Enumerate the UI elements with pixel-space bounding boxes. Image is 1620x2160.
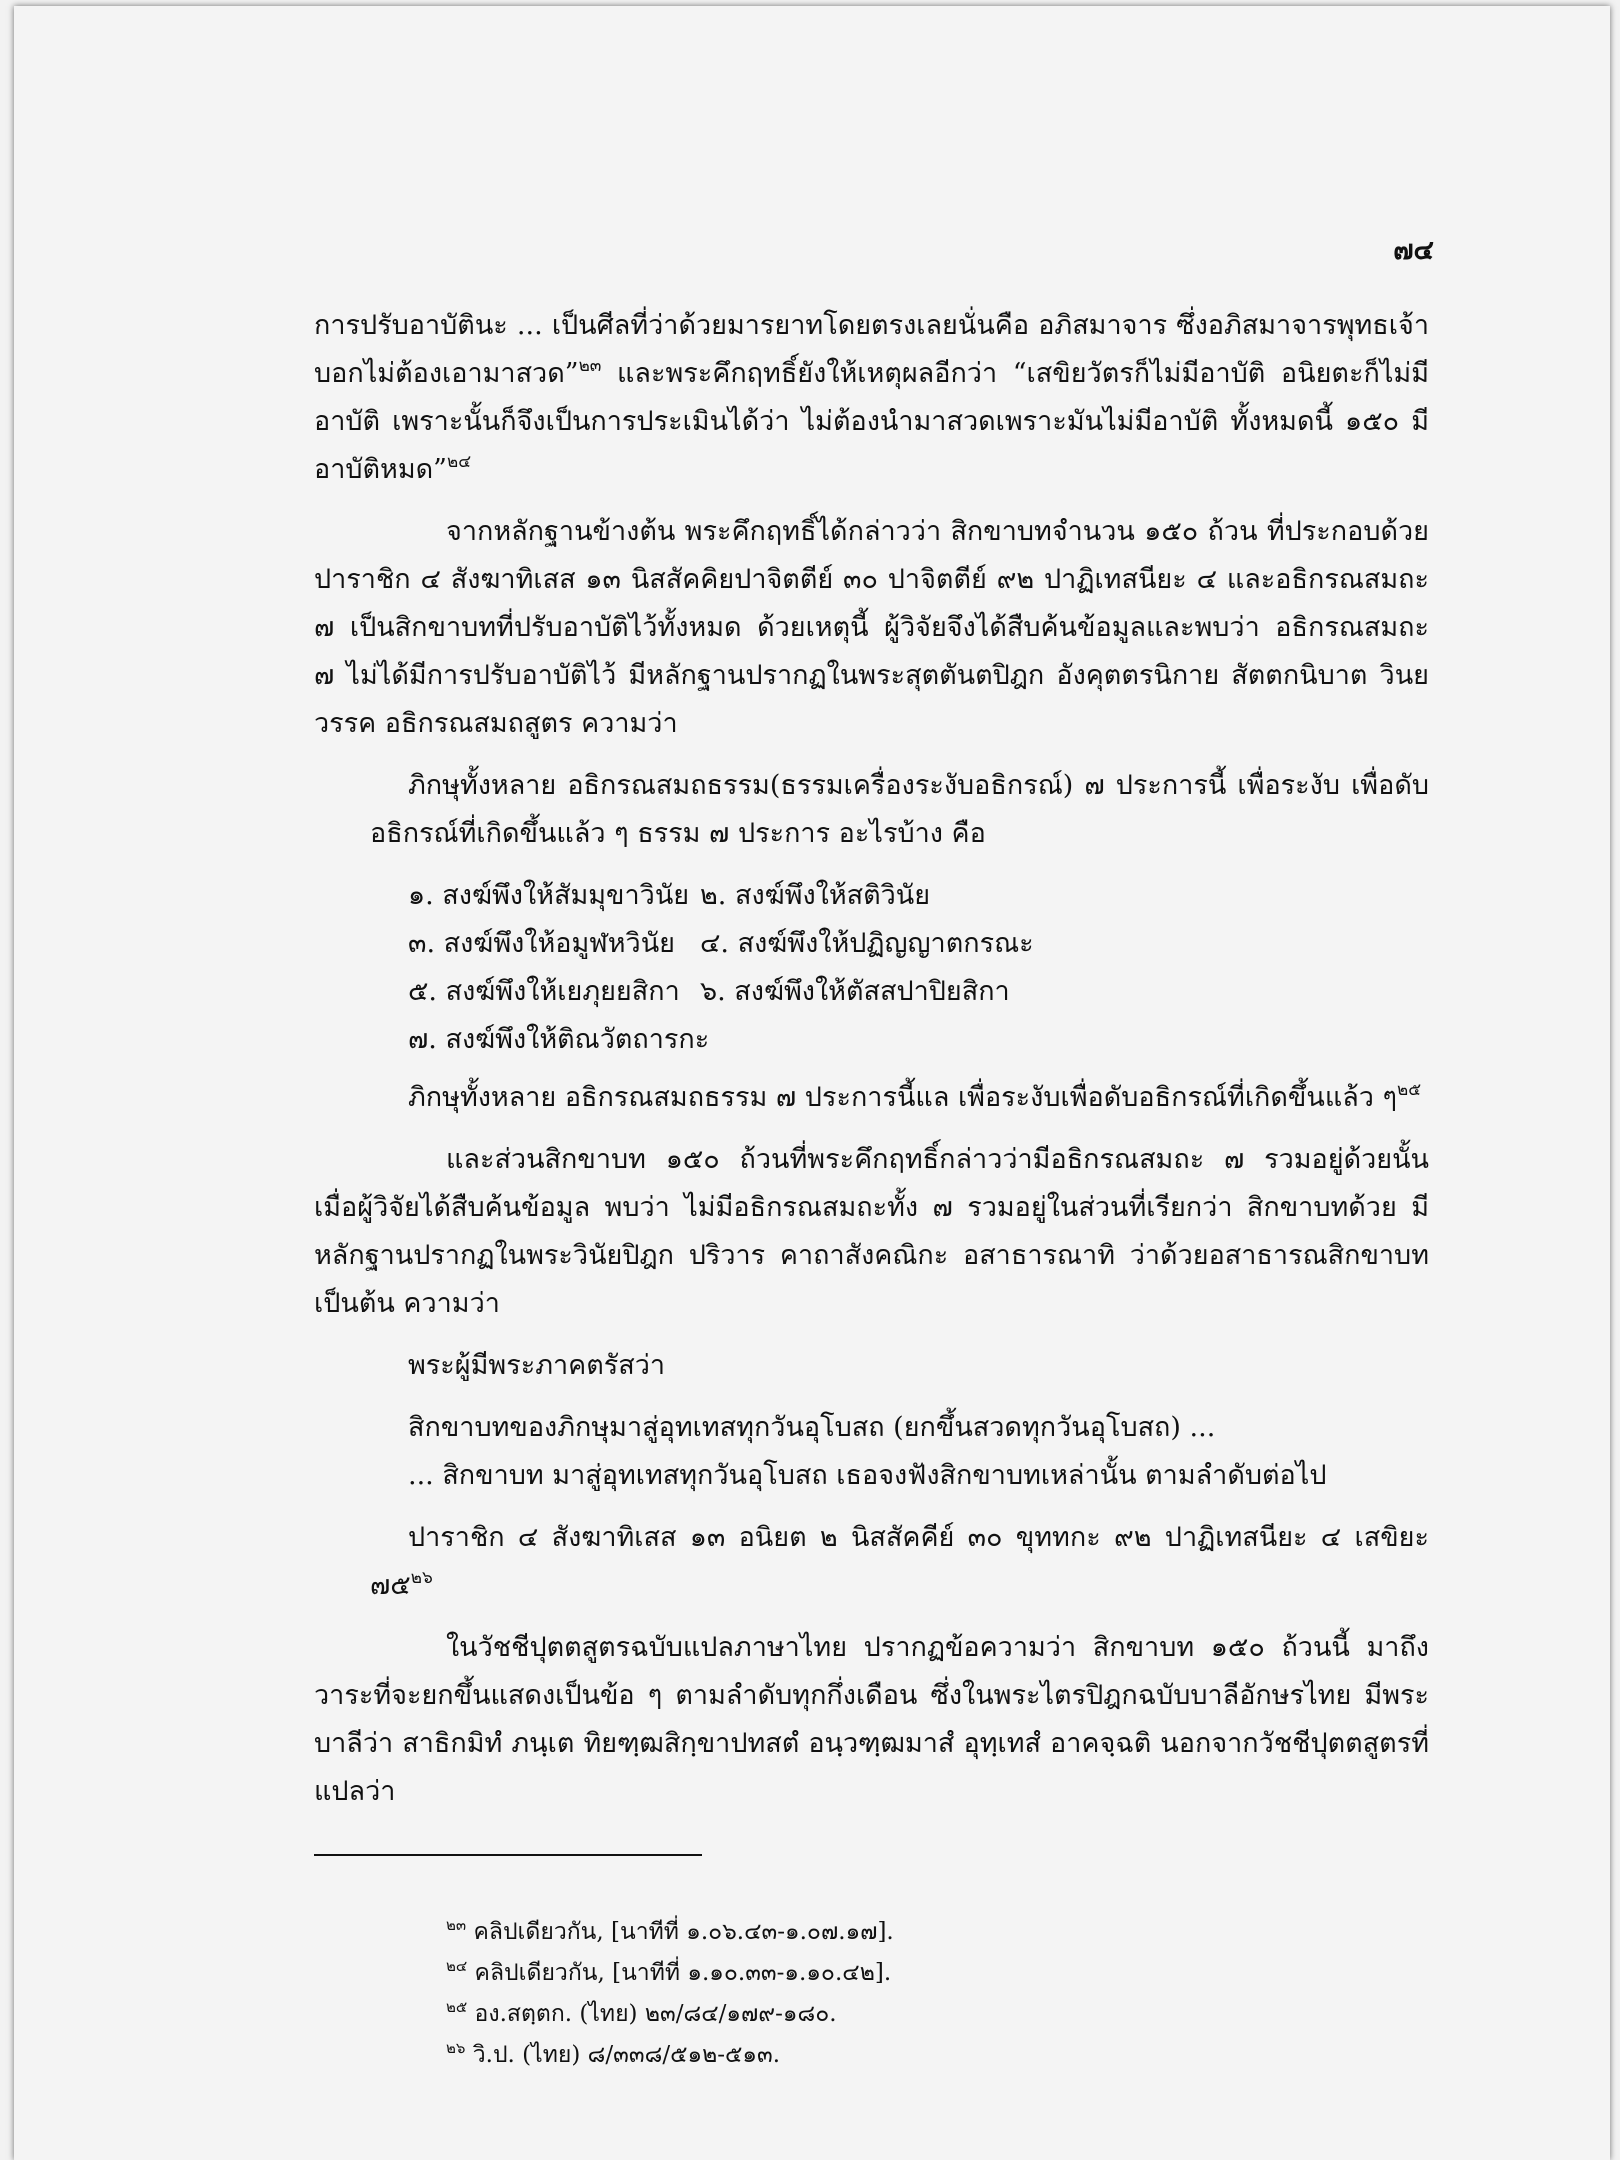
list-row xyxy=(408,872,1429,920)
quote-3: พระผู้มีพระภาคตรัสว่า xyxy=(408,1350,666,1381)
paragraph-2: จากหลักฐานข้างต้น พระคึกฤทธิ์ได้กล่าวว่า สิกขาบทจำนวน ๑๕๐ ถ้วน ที่ประกอบด้วยปาราชิก ๔ สังฆาทิเสส ๑๓ นิสสัคคิยปาจิตตีย์ ๓๐ ปาจิตตีย์ ๙๒ ปาฏิเทสนียะ ๔ และอธิกรณสมถะ ๗ เป็นสิกขาบทที่ปรับอาบัติไว้ทั้งหมด ด้วยเหตุนี้ ผู้วิจัยจึงได้สืบค้นข้อมูลและพบว่า อธิกรณสมถะ ๗ ไม่ได้มีการปรับอาบัติไว้ มีหลักฐานปรากฏในพระสุตตันตปิฎก อังคุตตรนิกาย สัตตกนิบาต วินยวรรค อธิกรณสมถสูตร ความว่า xyxy=(314,516,1429,739)
footnote-number: ๒๔ xyxy=(446,1957,468,1975)
quote-4-line-2: ... สิกขาบท มาสู่อุทเทสทุกวันอุโบสถ เธอจงฟังสิกขาบทเหล่านั้น ตามลำดับต่อไป xyxy=(408,1460,1327,1491)
document-page xyxy=(14,6,1610,2160)
footnote-25 xyxy=(446,1994,1346,2035)
list-row xyxy=(408,920,1429,968)
list-item: ๖. สงฆ์พึงให้ตัสสปาปิยสิกา xyxy=(700,976,1010,1007)
footnote-text: อง.สตฺตก. (ไทย) ๒๓/๘๔/๑๗๙-๑๘๐. xyxy=(467,2001,837,2027)
paragraph-1 xyxy=(314,302,1429,494)
footnote-24 xyxy=(446,1953,1346,1994)
footnote-26 xyxy=(446,2035,1346,2076)
footnote-separator xyxy=(314,1854,702,1856)
quote-5 xyxy=(370,1514,1429,1610)
footnote-number: ๒๖ xyxy=(446,2039,466,2057)
footnote-ref-26[interactable]: ๒๖ xyxy=(410,1568,433,1588)
paragraph-3: และส่วนสิกขาบท ๑๕๐ ถ้วนที่พระคึกฤทธิ์กล่าวว่ามีอธิกรณสมถะ ๗ รวมอยู่ด้วยนั้น เมื่อผู้วิจัยได้สืบค้นข้อมูล พบว่า ไม่มีอธิกรณสมถะทั้ง ๗ รวมอยู่ในส่วนที่เรียกว่า สิกขาบทด้วย มีหลักฐานปรากฏในพระวินัยปิฎก ปริวาร คาถาสังคณิกะ อสาธารณาทิ ว่าด้วยอสาธารณสิกขาบท เป็นต้น ความว่า xyxy=(314,1144,1429,1319)
footnote-23 xyxy=(446,1912,1346,1953)
page-body xyxy=(314,302,1429,1830)
footnote-ref-24[interactable]: ๒๔ xyxy=(446,452,472,472)
quote-5-text: ปาราชิก ๔ สังฆาทิเสส ๑๓ อนิยต ๒ นิสสัคคีย์ ๓๐ ขุททกะ ๙๒ ปาฏิเทสนียะ ๔ เสขิยะ ๗๕ xyxy=(370,1522,1429,1601)
list-row xyxy=(408,1016,1429,1064)
list-item: ๔. สงฆ์พึงให้ปฏิญญาตกรณะ xyxy=(700,928,1034,959)
footnote-text: วิ.ป. (ไทย) ๘/๓๓๘/๕๑๒-๕๑๓. xyxy=(465,2042,781,2068)
list-item: ๒. สงฆ์พึงให้สติวินัย xyxy=(700,880,931,911)
footnotes xyxy=(446,1912,1346,2076)
quote-2-text: ภิกษุทั้งหลาย อธิกรณสมถธรรม ๗ ประการนี้แล เพื่อระงับเพื่อดับอธิกรณ์ที่เกิดขึ้นแล้ว ๆ xyxy=(408,1082,1398,1113)
paragraph-4: ในวัชชีปุตตสูตรฉบับแปลภาษาไทย ปรากฏข้อความว่า สิกขาบท ๑๕๐ ถ้วนนี้ มาถึงวาระที่จะยกขึ้นแสดงเป็นข้อ ๆ ตามลำดับทุกกึ่งเดือน ซึ่งในพระไตรปิฎกฉบับบาลีอักษรไทย มีพระบาลีว่า สาธิกมิทํ ภนฺเต ทิยฑฺฒสิกฺขาปทสตํ อนฺวฑฺฒมาสํ อุทฺเทสํ อาคจฺฉติ นอกจากวัชชีปุตตสูตรที่แปลว่า xyxy=(314,1632,1429,1807)
footnote-number: ๒๕ xyxy=(446,1998,468,2016)
quote-list xyxy=(408,872,1429,1064)
footnote-text: คลิปเดียวกัน, [นาทีที่ ๑.๐๖.๔๓-๑.๐๗.๑๗]. xyxy=(466,1919,894,1945)
footnote-ref-23[interactable]: ๒๓ xyxy=(578,356,602,376)
page-number: ๗๔ xyxy=(1393,235,1434,266)
list-row xyxy=(408,968,1429,1016)
footnote-number: ๒๓ xyxy=(446,1916,467,1934)
quote-4 xyxy=(408,1404,1429,1500)
list-item: ๑. สงฆ์พึงให้สัมมุขาวินัย xyxy=(408,880,690,911)
quote-2 xyxy=(408,1074,1429,1122)
quote-1: ภิกษุทั้งหลาย อธิกรณสมถธรรม(ธรรมเครื่องระงับอธิกรณ์) ๗ ประการนี้ เพื่อระงับ เพื่อดับอธิกรณ์ที่เกิดขึ้นแล้ว ๆ ธรรม ๗ ประการ อะไรบ้าง คือ xyxy=(370,770,1429,849)
paragraph-1-text-b: และพระคึกฤทธิ์ยังให้เหตุผลอีกว่า “เสขิยวัตรก็ไม่มีอาบัติ อนิยตะก็ไม่มีอาบัติ เพราะนั้นก็จึงเป็นการประเมินได้ว่า ไม่ต้องนำมาสวดเพราะมันไม่มีอาบัติ ทั้งหมดนี้ ๑๕๐ มีอาบัติหมด” xyxy=(314,358,1429,485)
list-item: ๗. สงฆ์พึงให้ติณวัตถารกะ xyxy=(408,1024,710,1055)
footnote-ref-25[interactable]: ๒๕ xyxy=(1397,1080,1422,1100)
footnote-text: คลิปเดียวกัน, [นาทีที่ ๑.๑๐.๓๓-๑.๑๐.๔๒]. xyxy=(467,1960,892,1986)
paragraph-1-text-a: การปรับอาบัติน​ะ ... เป็นศีลที่ว่าด้วยมารยาทโดยตรงเลยนั่นคือ อภิสมาจาร ซึ่งอภิสมาจารพุทธเจ้าบอกไม่ต้องเอามาสวด” xyxy=(314,310,1429,389)
list-item: ๓. สงฆ์พึงให้อมูฬหวินัย xyxy=(408,928,675,959)
list-item: ๕. สงฆ์พึงให้เยภุยยสิกา xyxy=(408,976,680,1007)
quote-4-line-1: สิกขาบทของภิกษุมาสู่อุทเทสทุกวันอุโบสถ (ยกขึ้นสวดทุกวันอุโบสถ) ... xyxy=(408,1412,1216,1443)
